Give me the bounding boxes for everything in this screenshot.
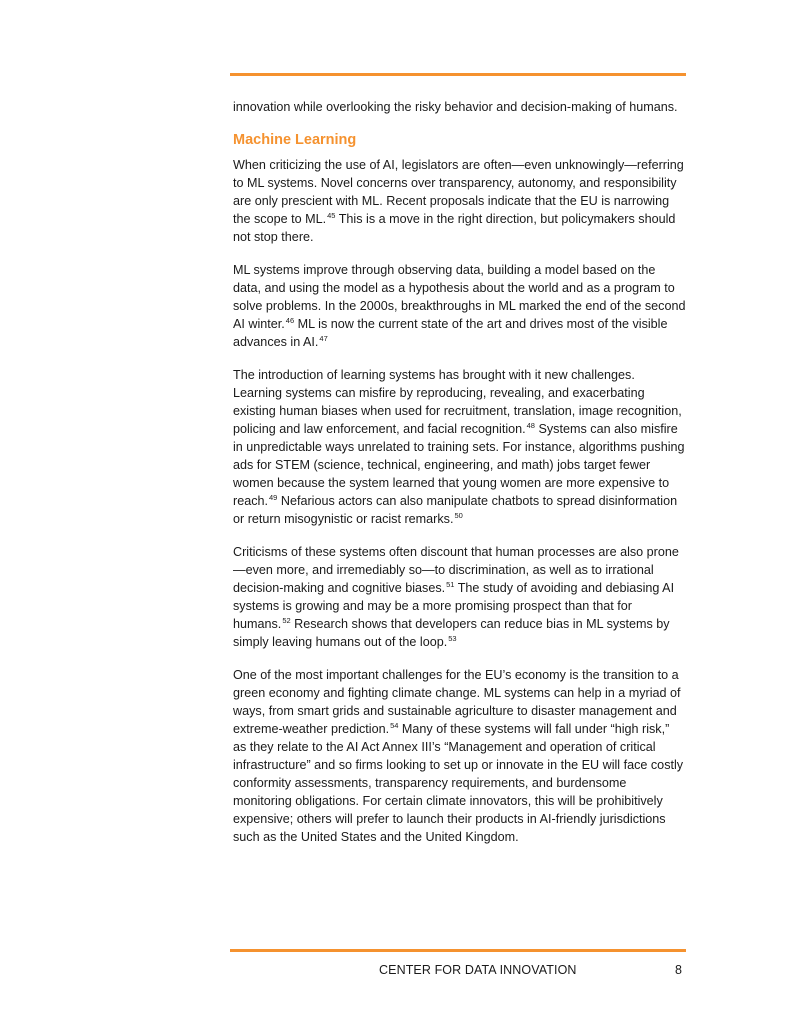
continued-paragraph: innovation while overlooking the risky behavior and decision-making of humans. [233,100,678,114]
paragraph-text: Nefarious actors can also manipulate chatbots to spread disinformation or return misogynistic or racist remarks. [233,494,678,526]
paragraph-text: The introduction of learning systems has brought with it new challenges. Learning systems can misfire by reproducing, revealing, and exacerbating existing human biases when used for recruitment, translation, image recognition, policing and law enforcement, and facial recognition. [233,368,682,436]
footnote-ref: 48 [526,421,535,430]
footer-organization: CENTER FOR DATA INNOVATION [379,963,577,977]
section-heading: Machine Learning [233,132,357,148]
paragraph-text: ML systems improve through observing data, building a model based on the data, and using the model as a hypothesis about the world and as a program to solve problems. In the 2000s, breakthroughs in ML marked the end of the second AI winter. [233,263,686,331]
footnote-ref: 54 [390,721,399,730]
paragraph-3 [233,366,686,528]
paragraph-text: One of the most important challenges for the EU’s economy is the transition to a green economy and fighting climate change. ML systems can help in a myriad of ways, from smart grids and sustainable agriculture to disaster management and extreme-weather prediction. [233,668,681,736]
paragraph-text: ML is now the current state of the art and drives most of the visible advances in AI. [233,317,668,349]
page-number: 8 [675,963,682,977]
paragraph-text: The study of avoiding and debiasing AI systems is growing and may be a more promising prospect than that for humans. [233,581,675,631]
paragraph-4 [233,543,686,651]
paragraph-1 [233,156,686,246]
paragraph-5 [233,666,686,846]
paragraph-2 [233,261,686,351]
paragraph-text: Many of these systems will fall under “high risk,” as they relate to the AI Act Annex III’s “Management and operation of critical infrastructure” and so firms looking to set up or innovate in the EU will face costly conformity assessments, transparency requirements, and burdensome monitoring obligations. For certain climate innovators, this will be prohibitively expensive; others will prefer to launch their products in AI-friendly jurisdictions such as the United States and the United Kingdom. [233,722,684,844]
footnote-ref: 47 [319,334,328,343]
footnote-ref: 51 [446,580,455,589]
footer-rule [230,949,686,952]
footnote-ref: 52 [282,616,291,625]
paragraph-text: This is a move in the right direction, but policymakers should not stop there. [233,212,676,244]
paragraph-text: Systems can also misfire in unpredictable ways unrelated to training sets. For instance, algorithms pushing ads for STEM (science, technical, engineering, and math) jobs target fewer women because the system learned that young women are more expensive to reach. [233,422,685,508]
footnote-ref: 46 [285,316,295,325]
footnote-ref: 50 [454,511,463,520]
footnote-ref: 45 [327,211,336,220]
body-text [233,98,686,861]
footnote-ref: 49 [269,493,278,502]
footnote-ref: 53 [448,634,457,643]
paragraph-text: Criticisms of these systems often discount that human processes are also prone—even more, and irremediably so—to discrimination, as well as to irrational decision-making and cognitive biases. [233,545,679,595]
header-rule [230,73,686,76]
paragraph-text: When criticizing the use of AI, legislators are often—even unknowingly—referring to ML systems. Novel concerns over transparency, autonomy, and responsibility are only prescient with ML. Recent proposals indicate that the EU is narrowing the scope to ML. [233,158,684,226]
paragraph-text: Research shows that developers can reduce bias in ML systems by simply leaving humans out of the loop. [233,617,670,649]
